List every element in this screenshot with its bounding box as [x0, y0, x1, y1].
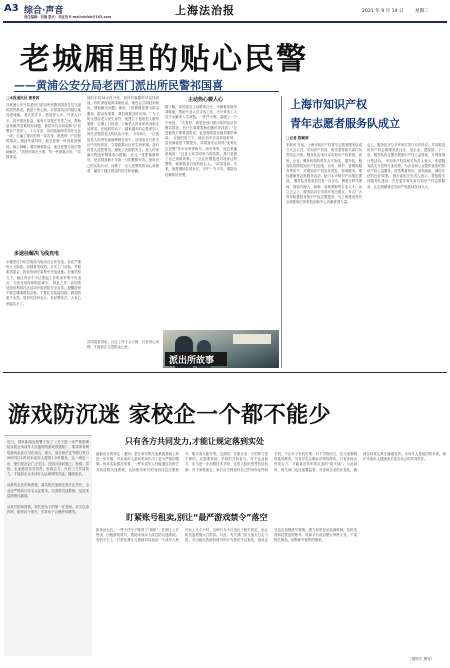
- story3-part1-text: 最新出台的规定（通知）是在原有防沉迷系统基础上的进一步升级，对未成年人游戏时间作出了更为严格的限制。但从实际情况来看，一些未成年人仍能通过各种方式绕过防沉迷系统，比如使用家长的身份信息注册账号、购买成人账号等。这说明，仅靠企业一方的努力是不够的，还需要家庭、学校的共同参与。对于企业而言，应当进一步加强技术手段，完善人脸识别等验证机制；对于家庭而言，家长应当保管好自己的身份证件和手机，不让孩子有机可乘；对于学校而言，应当加强网络素养教育，引导学生正确认识网络游戏。只有家校企形成合力，才能真正筑牢防沉迷的“防火墙”。与此同时，相关部门也应加强监管，对违规企业依法查处，确保各项规定真正落地见效。未成年人是祖国的未来，保护未成年人健康成长是全社会的共同责任。: [96, 452, 446, 472]
- section-name: 综合·声音: [24, 6, 64, 16]
- masthead-rule: [3, 21, 447, 23]
- story1-col3-para4: “社区民警是老百姓身边的警察，就要做老百姓的贴心人。”祁国喜说。未来，他将继续扎根社区，守护一方平安，做群众信赖的好民警。: [165, 157, 237, 177]
- story1-photo-badge: [165, 352, 227, 366]
- story2-col2-text: [367, 143, 445, 368]
- paper-name: 上海法治报: [175, 4, 235, 17]
- issue-date: 2021 年 9 月 14 日: [362, 9, 404, 14]
- story1-para4: 除此之外，祁国喜还经常利用社区活动开展消防安全宣传，提醒居民不要在楼道堆放杂物，不要私拉乱接电线，做到防患于未然。居民们纷纷表示，有祁警官在，大家心里踏实多了。: [6, 280, 81, 306]
- story1-col3-para2: “大家好，我是老西门派出所的社区民警祁国喜，有什么需要帮助的随时来找我！”这是他每天都要说的话，也是他给居民最郑重的承诺。: [165, 120, 237, 141]
- story1-col3-para3: 在他的努力下，辖区治安状况持续好转，居民满意度不断提升。祁国喜先后获得“优秀社区民警”等多项荣誉称号。面对荣誉，他总是谦虚地说：“这是大家共同努力的结果，我只是做了自己该做的事。”: [165, 136, 237, 162]
- photo-badge-label: 派出所故事: [169, 356, 215, 366]
- story1-subtitle-charging: 多途径解决飞线充电: [14, 251, 60, 257]
- story3-headline: 游戏防沉迷 家校企一个都不能少: [8, 403, 332, 428]
- story3-sub1: 只有各方共同发力,才能让规定落到实处: [125, 437, 265, 446]
- story3-sidebar-box: [4, 435, 92, 656]
- story1-para1: 与黄浦公安分局老西门派出所民警祁国喜打过交道的居民都说，他是个热心肠。祁国喜所在的辖区地处老城厢，老式里弄多、独居老人多、外来人口多，治安情况复杂。他每天穿梭在弄堂之间，帮助居民解决急难愁盼问题，被居民们亲切地称为“祁警官”“老祁”。: [6, 103, 81, 134]
- story1-col1-text-b: [6, 260, 81, 366]
- story-divider-vertical: [281, 96, 282, 368]
- story1-col3-tail: [87, 340, 159, 366]
- story1-byline: □本报通讯员 曹梦茜: [6, 96, 40, 100]
- story1-col3-subtitle: 主动热心暖人心: [188, 97, 224, 103]
- story1-col3-para5: 祁国喜常常说，社区工作千头万绪，只有用心用情，才能真正走进群众心里。: [87, 340, 159, 350]
- story1-col2-para1: 他的手机24小时开机，居民有事随时可以找到他。有时深夜接到求助电话，他也会立即赶到现场，帮助解决问题。他说：“民警就是要为群众服务，群众有需要，我们就要及时出现。”: [87, 96, 159, 116]
- story1-col3-para1: 据了解，祁国喜还主动联系社区，为困难家庭申请救助，帮助失业人员寻找工作，为外来务工人员子女解决入学问题。一件件小事，温暖了一个个家庭。: [165, 105, 237, 125]
- story1-col2-text: [87, 96, 159, 366]
- story1-col3-text: [165, 105, 237, 330]
- section-number: A3: [4, 3, 19, 14]
- story3-footer: （胡锦宇 撰写）: [408, 657, 435, 661]
- story3-sidebar-text: 近日，国家新闻出版署下发了《关于进一步严格管理 切实防止未成年人沉迷网络游戏的通知》，要求所有网络游戏企业仅可在周五、周六、周日和法定节假日每日20时至21时向未成年人提供1小时服务。这一规定一出，便引发社会广泛关注。在防沉迷问题上，家庭、学校、企业都应各尽其责，形成合力。只有三方共同发力，才能真正让未成年人远离网络沉迷，健康成长。 从游戏企业的角度看，落实防沉迷规定是法定责任。企业应严格执行实名认证要求，完善防沉迷系统，从技术层面堵住漏洞。 从家长的角度看，家长是孩子的第一任老师，应当以身作则，陪伴孩子成长，引导孩子合理使用网络。: [7, 440, 89, 515]
- story2-byline: □记者 陈颖婷: [286, 136, 309, 140]
- section-divider: [3, 372, 447, 373]
- story2-para2: 据介绍，服务队将围绕知识产权创造、运用、保护、管理和服务等环节，开展知识产权宣传普及、咨询服务、维权援助等志愿服务活动，助力本市知识产权强市建设。: [286, 158, 362, 184]
- story2-col2-para2: 市知识产权局相关负责人表示，希望服务队充分发挥专业优势，为企业和公众提供优质的知识产权公益服务，营造尊重知识、崇尚创新、诚信守法的良好氛围。: [367, 158, 445, 179]
- story1-col1-text-a: [6, 103, 81, 243]
- story1-para2: 十九年来，祁国喜始终坚持在社区一线，走遍了辖区的每一条弄堂，熟悉每一户居民的情况。遇到矛盾纠纷，他总是第一时间赶到现场，耐心调解；遇到困难群众，他总是想方设法帮助解决。“居民的事无小事，每一件都要办好。”祁国喜说。: [6, 129, 81, 160]
- photo-sign: [233, 334, 271, 344]
- story2-para3: 服务队首批成员共有一百余名，涵盖专利代理师、商标代理人、律师、高校教师等专业人才。成立大会上，服务队向全市青年发出倡议，号召广大青年积极投身知识产权志愿服务，为上海建设具有全球影响力的科技创新中心贡献青春力量。: [286, 179, 362, 205]
- story1-para3: 小楼里住户私拉电线为电动自行车充电，存在严重的火灾隐患。祁国喜发现后，多次上门劝说，并联系居委会、物业协调安装集中充电设施。在他的努力下，辖区内多个小区建起了非机动车集中充电点，飞线充电现象明显减少。: [6, 260, 81, 285]
- story1-col2-para2: 为了防止独居老人发生意外，他建立了独居老人联络制度，定期上门探望，了解老人的身体状况和生活需求。在他的带动下，越来越多的志愿者加入到关爱独居老人的队伍中来。: [87, 111, 159, 137]
- story3-sub2: 盯紧账号租卖,别让“最严游戏禁令”落空: [126, 513, 268, 522]
- story1-subhead-rule: [14, 91, 279, 92]
- story1-col2-para3: 今年8月，一位独居老人因突发疾病晕倒在家中，祁国喜在日常走访中发现异常，立即联系社区医生和家属，及时将老人送医救治，避免了悲剧的发生。老人的家属专程送来锦旗表示感谢。: [87, 132, 159, 158]
- editor-line: 责任编辑：吴瑞 版式：刘亚洁 E-mail:shfzb@163.com: [24, 15, 112, 19]
- story2-headline-line1: 上海市知识产权: [290, 98, 367, 111]
- story1-headline: 老城厢里的贴心民警: [20, 42, 308, 77]
- story2-para1: 本报讯 日前，上海市知识产权青年志愿者服务队成立大会召开。市知识产权局、团市委等相关部门负责同志出席。服务队由来自本市知识产权系统、高校、企业、服务机构的青年人才组成。: [286, 143, 362, 163]
- story1-col2-para4: 在这一张张锦旗背后，是祁国喜数十年如一日的默默付出。他用自己的实际行动，诠释了一名人民警察的初心和使命，赢得了辖区群众的信任和爱戴。: [87, 153, 159, 173]
- story2-col1-text: [286, 143, 362, 368]
- masthead: [0, 0, 450, 20]
- issue-weekday: 星期二: [415, 9, 429, 14]
- story2-col2-para3: 团市委相关负责人表示，将积极支持服务队建设，引导更多青年参与知识产权志愿服务，让志愿精神在知识产权领域发扬光大。: [367, 174, 445, 189]
- story1-subhead: ——黄浦公安分局老西门派出所民警祁国喜: [14, 79, 223, 92]
- story2-headline-line2: 青年志愿者服务队成立: [290, 117, 400, 130]
- story2-col2-para1: 会上，服务队还与多家单位签订合作协议，共同推进知识产权志愿服务进社区、进企业、进校园。下一步，服务队将定期开展知识产权公益讲座、专利咨询日等活动。: [367, 143, 445, 163]
- story3-part2-text: 新规出台后，一些不法分子嗅到了“商机”，在网上公开售卖、出租游戏账号，帮助未成年人绕过防沉迷系统。有的平台上，只需花费几元钱就可以租用一个成年人账号玩上几个小时。这种行为不仅违反了相关规定，也让防沉迷措施大打折扣。对此，有关部门应当加大打击力度，对出租出售游戏账号的行为依法予以查处，游戏企业也应加强账号管理，建立异常登录监测机制，及时发现和封禁违规账号。电商平台则应履行审核义务，下架相关商品，切断账号租售的链条。: [96, 528, 446, 656]
